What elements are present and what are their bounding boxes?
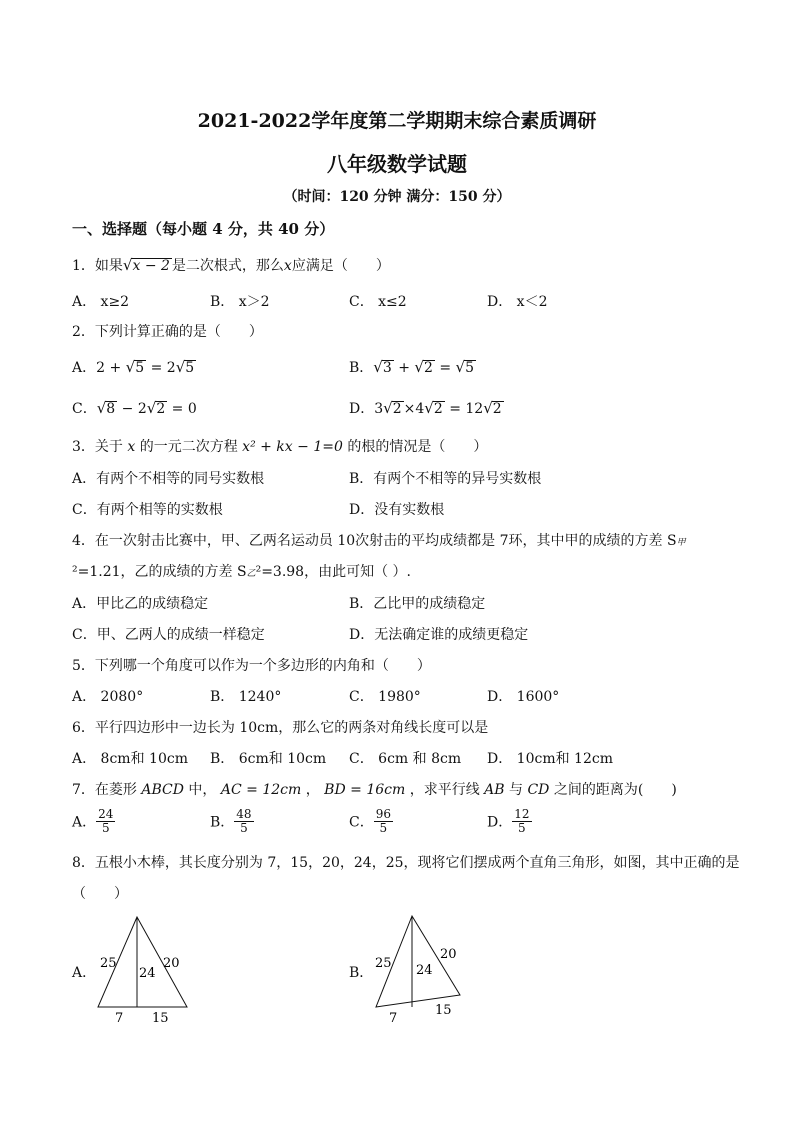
label-left-side: 25 bbox=[100, 956, 117, 971]
q1-option-b: B． x＞2 bbox=[210, 294, 270, 310]
q6-option-b: B． 6cm和 10cm bbox=[210, 751, 327, 767]
q8-figure-a bbox=[90, 915, 200, 1025]
label-bottom-right: 15 bbox=[152, 1011, 169, 1025]
question-2: 2．下列计算正确的是（ ） bbox=[72, 324, 263, 340]
q3-option-c: C．有两个相等的实数根 bbox=[72, 502, 223, 518]
q8-option-b-label: B． bbox=[349, 965, 374, 981]
q7-option-d: D． $\frac{12}{5}$ bbox=[487, 807, 530, 836]
label-middle: 24 bbox=[416, 963, 433, 978]
label-bottom-left: 7 bbox=[115, 1011, 124, 1025]
q7-option-a: A． $\frac{24}{5}$ bbox=[72, 807, 114, 836]
question-1: 1．如果√x − 2 是二次根式，那么x应满足（ ） bbox=[72, 256, 390, 274]
q6-option-d: D． 10cm和 12cm bbox=[487, 751, 613, 767]
label-bottom-left: 7 bbox=[389, 1011, 398, 1026]
question-5: 5．下列哪一个角度可以作为一个多边形的内角和（ ） bbox=[72, 658, 431, 674]
q5-option-d: D． 1600° bbox=[487, 689, 560, 705]
q2-option-b: B．√3 + √2 = √5 bbox=[349, 358, 475, 376]
question-6: 6．平行四边形中一边长为 10cm，那么它的两条对角线长度可以是 bbox=[72, 720, 489, 736]
question-4-line-1: 4．在一次射击比赛中，甲、乙两名运动员 10次射击的平均成绩都是 7环，其中甲的成绩的方差 S甲 bbox=[72, 533, 686, 549]
q1-radicand: x − 2 bbox=[132, 258, 170, 274]
q5-option-c: C． 1980° bbox=[349, 689, 421, 705]
q1-option-d: D． x＜2 bbox=[487, 294, 548, 310]
q4-option-a: A．甲比乙的成绩稳定 bbox=[72, 596, 209, 612]
exam-subtitle: 八年级数学试题 bbox=[327, 152, 467, 176]
q2-option-a: A．2 + √5 = 2√5 bbox=[72, 358, 195, 376]
q6-option-c: C． 6cm 和 8cm bbox=[349, 751, 462, 767]
label-bottom-right: 15 bbox=[435, 1003, 452, 1018]
question-8-line-2: （ ） bbox=[72, 886, 128, 902]
q6-option-a: A． 8cm和 10cm bbox=[72, 751, 188, 767]
q2-option-c: C．√8 − 2√2 = 0 bbox=[72, 399, 197, 417]
q4-option-d: D．无法确定谁的成绩更稳定 bbox=[349, 627, 529, 643]
question-3: 3．关于 x 的一元二次方程 x² + kx − 1=0 的根的情况是（ ） bbox=[72, 439, 488, 455]
exam-title: 2021-2022学年度第二学期期末综合素质调研 bbox=[197, 110, 597, 132]
q4-option-b: B．乙比甲的成绩稳定 bbox=[349, 596, 486, 612]
q7-option-b: B． $\frac{48}{5}$ bbox=[210, 807, 252, 836]
q5-option-b: B． 1240° bbox=[210, 689, 282, 705]
label-left-side: 25 bbox=[375, 956, 392, 971]
label-right-side: 20 bbox=[440, 947, 457, 962]
q8-figure-b bbox=[368, 912, 478, 1027]
section-heading: 一、选择题（每小题 4 分，共 40 分） bbox=[72, 220, 335, 238]
exam-info: （时间：120 分钟 满分：150 分） bbox=[283, 189, 511, 205]
q8-option-a-label: A． bbox=[72, 965, 97, 981]
question-7: 7．在菱形 ABCD 中， AC = 12cm ， BD = 16cm ，求平行线 AB 与 CD 之间的距离为( ) bbox=[72, 782, 677, 798]
label-middle: 24 bbox=[139, 966, 156, 981]
q4-option-c: C．甲、乙两人的成绩一样稳定 bbox=[72, 627, 265, 643]
q3-option-a: A．有两个不相等的同号实数根 bbox=[72, 471, 265, 487]
question-8-line-1: 8．五根小木棒，其长度分别为 7，15，20，24，25，现将它们摆成两个直角三角形，如图，其中正确的是 bbox=[72, 855, 740, 871]
question-4-line-2: ²=1.21，乙的成绩的方差 S乙²=3.98，由此可知（ ）. bbox=[72, 564, 411, 580]
q1-option-a: A． x≥2 bbox=[72, 294, 130, 310]
q2-option-d: D．3√2 ×4√2 = 12√2 bbox=[349, 399, 502, 417]
q3-option-d: D．没有实数根 bbox=[349, 502, 445, 518]
q7-option-c: C． $\frac{96}{5}$ bbox=[349, 807, 391, 836]
q3-option-b: B．有两个不相等的异号实数根 bbox=[349, 471, 542, 487]
label-right-side: 20 bbox=[163, 956, 180, 971]
q1-option-c: C． x≤2 bbox=[349, 294, 407, 310]
q5-option-a: A． 2080° bbox=[72, 689, 144, 705]
